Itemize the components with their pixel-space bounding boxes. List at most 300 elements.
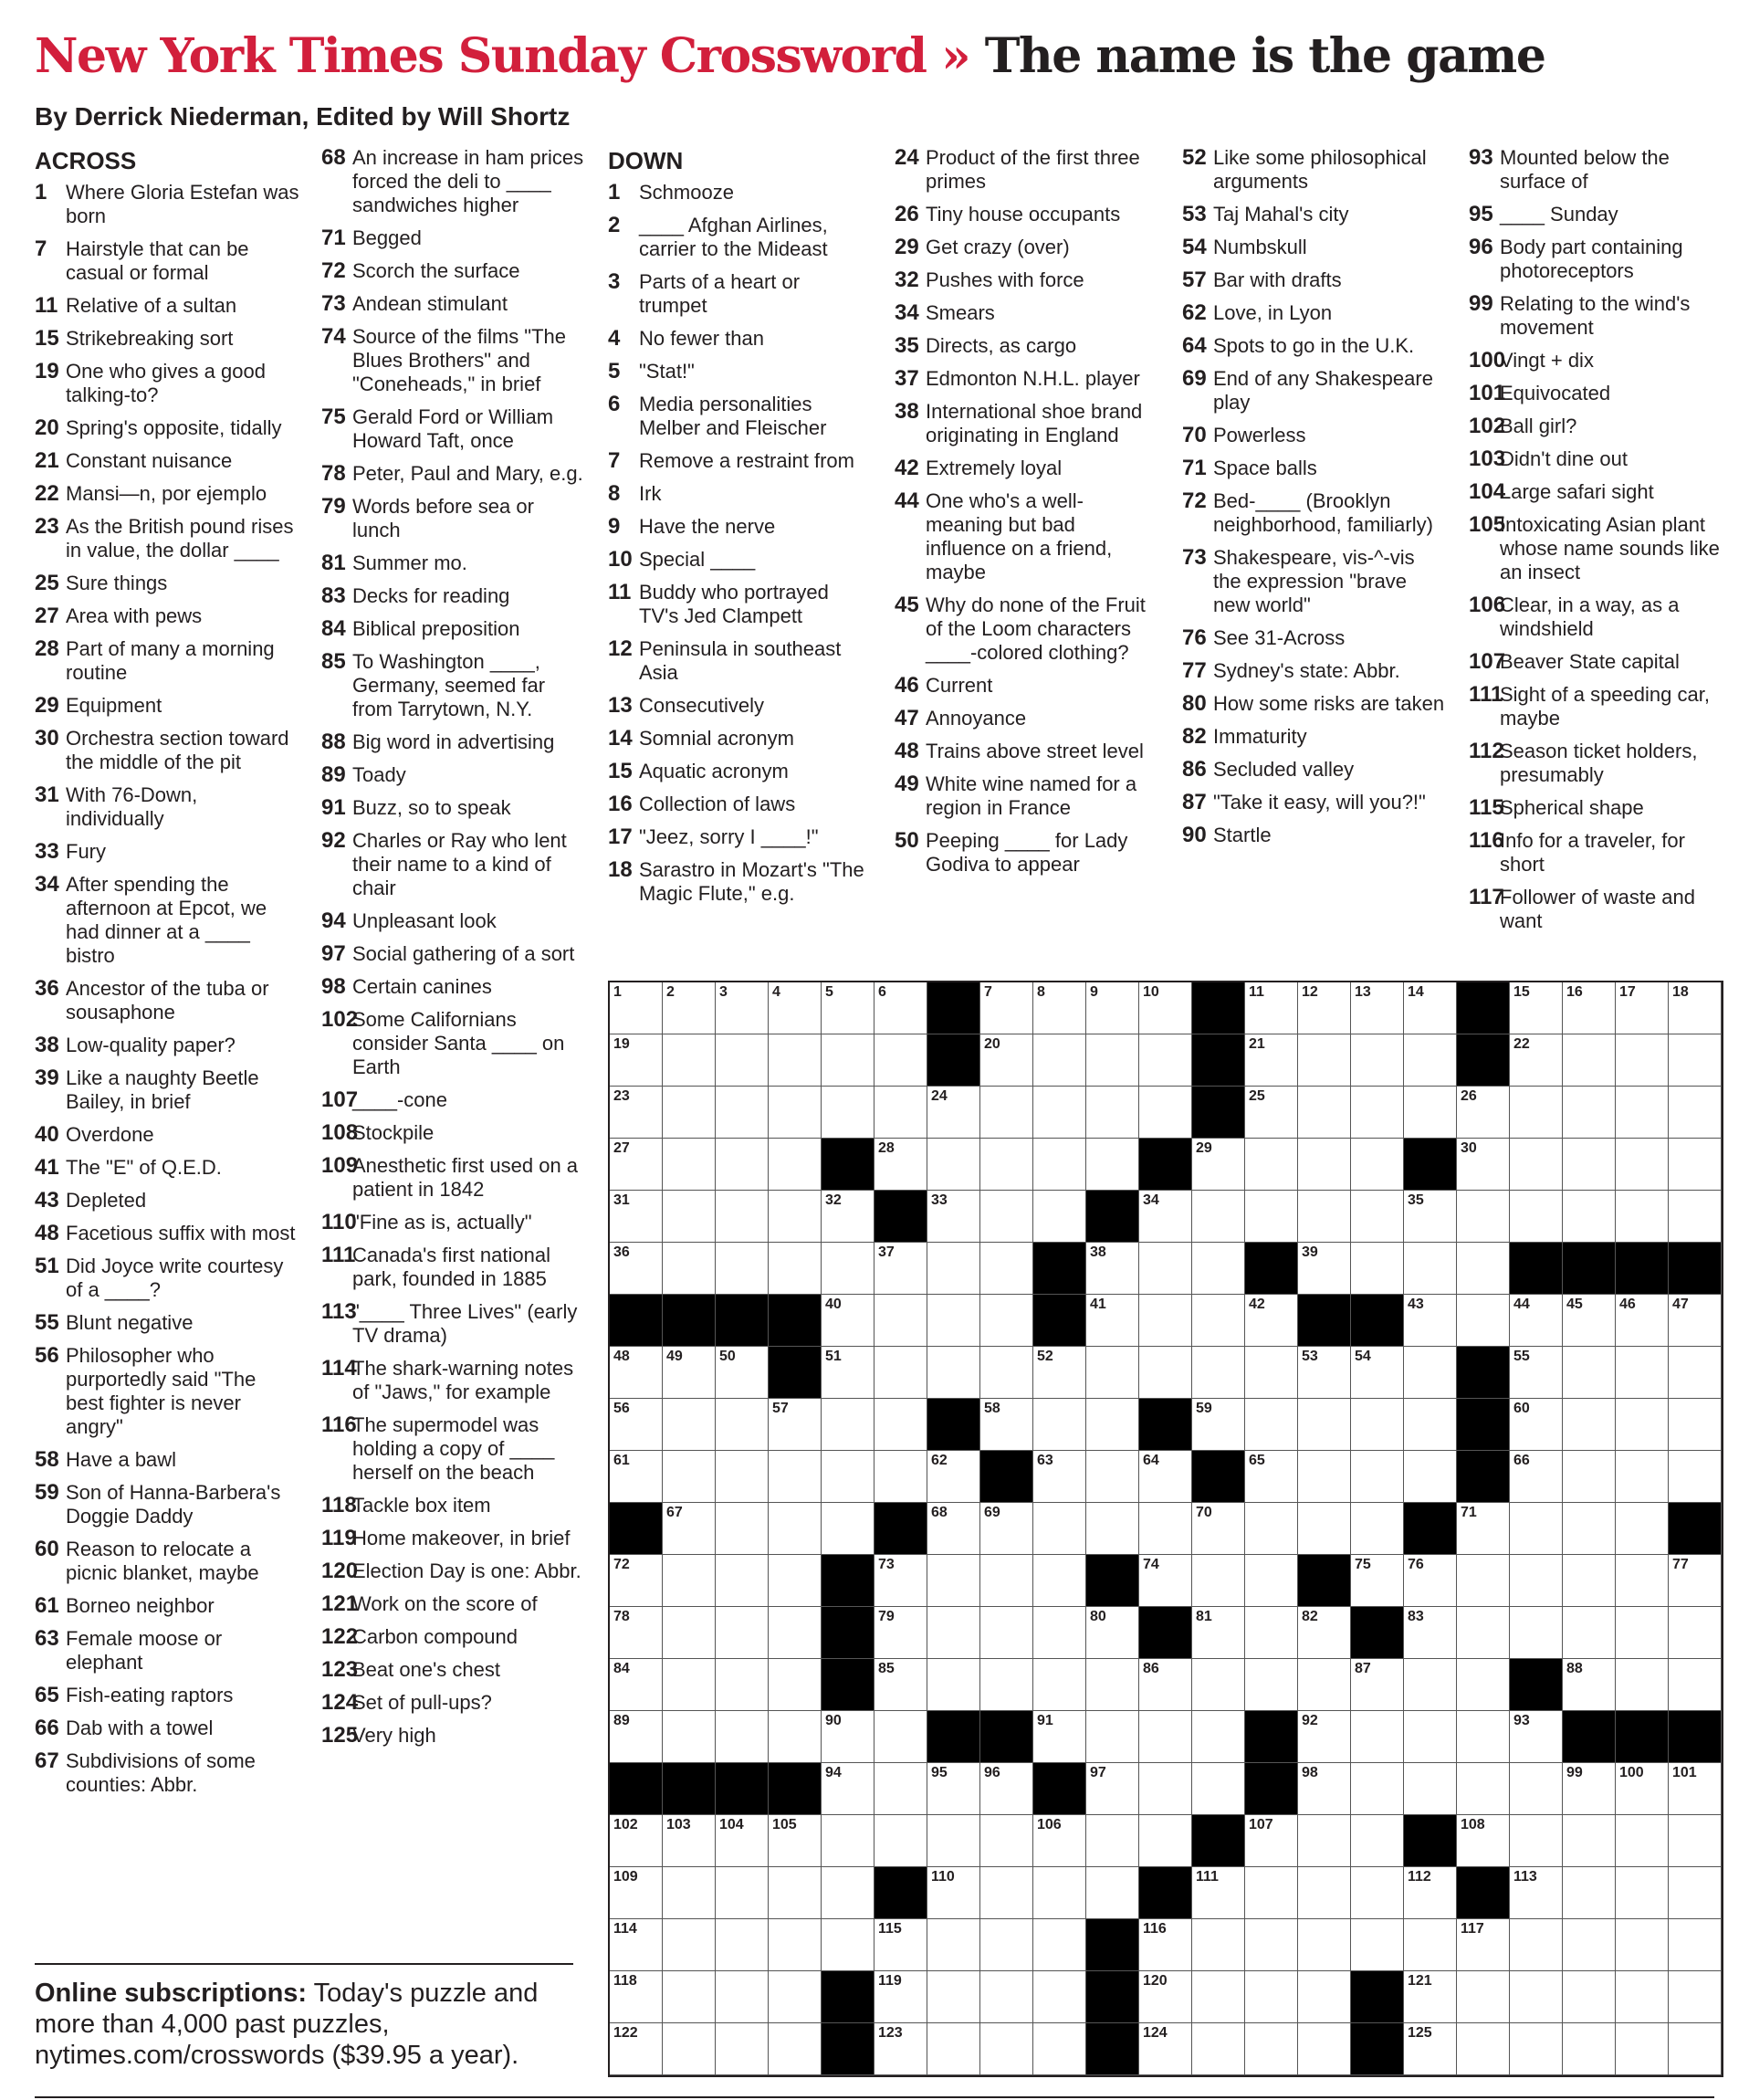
grid-cell[interactable] <box>1616 1659 1669 1711</box>
grid-cell[interactable] <box>874 1555 927 1607</box>
grid-cell[interactable] <box>1510 1815 1563 1867</box>
grid-cell[interactable] <box>610 1087 663 1139</box>
grid-cell[interactable] <box>1033 1971 1086 2023</box>
grid-cell[interactable] <box>1033 1555 1086 1607</box>
grid-cell[interactable] <box>1192 1191 1245 1243</box>
grid-cell[interactable] <box>1086 1763 1139 1815</box>
grid-cell[interactable] <box>610 1867 663 1919</box>
grid-cell[interactable] <box>1298 1243 1351 1295</box>
grid-cell[interactable] <box>716 1034 769 1087</box>
grid-cell[interactable] <box>1404 982 1457 1034</box>
grid-cell[interactable] <box>1404 1347 1457 1399</box>
grid-cell[interactable] <box>663 1034 716 1087</box>
grid-cell[interactable] <box>769 1399 822 1451</box>
grid-cell[interactable] <box>1192 1347 1245 1399</box>
grid-cell[interactable] <box>716 1347 769 1399</box>
grid-cell[interactable] <box>927 1919 980 1971</box>
grid-cell[interactable] <box>1245 1971 1298 2023</box>
grid-cell[interactable] <box>1404 1399 1457 1451</box>
grid-cell[interactable] <box>1298 1139 1351 1191</box>
grid-cell[interactable] <box>1351 1815 1404 1867</box>
grid-cell[interactable] <box>610 1034 663 1087</box>
grid-cell[interactable] <box>610 1243 663 1295</box>
grid-cell[interactable] <box>1457 1087 1510 1139</box>
grid-cell[interactable] <box>927 1555 980 1607</box>
grid-cell[interactable] <box>1245 1451 1298 1503</box>
grid-cell[interactable] <box>1457 1763 1510 1815</box>
grid-cell[interactable] <box>610 1555 663 1607</box>
grid-cell[interactable] <box>1298 1191 1351 1243</box>
grid-cell[interactable] <box>716 1711 769 1763</box>
grid-cell[interactable] <box>980 2023 1033 2075</box>
grid-cell[interactable] <box>1245 1503 1298 1555</box>
grid-cell[interactable] <box>1033 1139 1086 1191</box>
grid-cell[interactable] <box>1298 1347 1351 1399</box>
grid-cell[interactable] <box>1139 1243 1192 1295</box>
grid-cell[interactable] <box>1139 1919 1192 1971</box>
grid-cell[interactable] <box>822 1191 874 1243</box>
grid-cell[interactable] <box>1457 1295 1510 1347</box>
grid-cell[interactable] <box>1192 1607 1245 1659</box>
grid-cell[interactable] <box>980 1191 1033 1243</box>
grid-cell[interactable] <box>1192 1139 1245 1191</box>
grid-cell[interactable] <box>1669 1815 1722 1867</box>
grid-cell[interactable] <box>927 1971 980 2023</box>
grid-cell[interactable] <box>1245 1867 1298 1919</box>
grid-cell[interactable] <box>1139 1087 1192 1139</box>
grid-cell[interactable] <box>769 2023 822 2075</box>
grid-cell[interactable] <box>1669 1347 1722 1399</box>
grid-cell[interactable] <box>1669 1399 1722 1451</box>
grid-cell[interactable] <box>1669 2023 1722 2075</box>
grid-cell[interactable] <box>1616 1034 1669 1087</box>
grid-cell[interactable] <box>769 1607 822 1659</box>
grid-cell[interactable] <box>980 1659 1033 1711</box>
grid-cell[interactable] <box>927 1451 980 1503</box>
grid-cell[interactable] <box>1616 1919 1669 1971</box>
grid-cell[interactable] <box>874 1711 927 1763</box>
grid-cell[interactable] <box>980 1867 1033 1919</box>
grid-cell[interactable] <box>1086 1399 1139 1451</box>
grid-cell[interactable] <box>822 1919 874 1971</box>
grid-cell[interactable] <box>1669 1295 1722 1347</box>
grid-cell[interactable] <box>610 1139 663 1191</box>
grid-cell[interactable] <box>1616 1399 1669 1451</box>
grid-cell[interactable] <box>716 1919 769 1971</box>
grid-cell[interactable] <box>1033 1659 1086 1711</box>
grid-cell[interactable] <box>1086 1139 1139 1191</box>
grid-cell[interactable] <box>1563 1555 1616 1607</box>
grid-cell[interactable] <box>769 1867 822 1919</box>
grid-cell[interactable] <box>1510 1555 1563 1607</box>
grid-cell[interactable] <box>980 1971 1033 2023</box>
grid-cell[interactable] <box>716 1867 769 1919</box>
grid-cell[interactable] <box>716 1399 769 1451</box>
grid-cell[interactable] <box>663 1815 716 1867</box>
grid-cell[interactable] <box>1033 1607 1086 1659</box>
grid-cell[interactable] <box>663 1139 716 1191</box>
grid-cell[interactable] <box>1298 1815 1351 1867</box>
grid-cell[interactable] <box>927 1243 980 1295</box>
grid-cell[interactable] <box>1669 982 1722 1034</box>
grid-cell[interactable] <box>1669 1191 1722 1243</box>
grid-cell[interactable] <box>769 1451 822 1503</box>
grid-cell[interactable] <box>980 982 1033 1034</box>
grid-cell[interactable] <box>1563 1347 1616 1399</box>
grid-cell[interactable] <box>610 1815 663 1867</box>
grid-cell[interactable] <box>1457 1919 1510 1971</box>
grid-cell[interactable] <box>1192 1295 1245 1347</box>
grid-cell[interactable] <box>1351 1659 1404 1711</box>
grid-cell[interactable] <box>874 1347 927 1399</box>
grid-cell[interactable] <box>822 1815 874 1867</box>
grid-cell[interactable] <box>663 982 716 1034</box>
grid-cell[interactable] <box>1351 1451 1404 1503</box>
grid-cell[interactable] <box>1351 1919 1404 1971</box>
grid-cell[interactable] <box>1404 1451 1457 1503</box>
grid-cell[interactable] <box>1404 1659 1457 1711</box>
grid-cell[interactable] <box>716 1971 769 2023</box>
grid-cell[interactable] <box>1351 1711 1404 1763</box>
grid-cell[interactable] <box>1510 1711 1563 1763</box>
grid-cell[interactable] <box>1563 1971 1616 2023</box>
grid-cell[interactable] <box>1139 1971 1192 2023</box>
grid-cell[interactable] <box>1616 982 1669 1034</box>
grid-cell[interactable] <box>822 1867 874 1919</box>
grid-cell[interactable] <box>1669 1139 1722 1191</box>
grid-cell[interactable] <box>610 2023 663 2075</box>
grid-cell[interactable] <box>874 1451 927 1503</box>
grid-cell[interactable] <box>1139 982 1192 1034</box>
grid-cell[interactable] <box>980 1347 1033 1399</box>
grid-cell[interactable] <box>610 1711 663 1763</box>
grid-cell[interactable] <box>1139 1503 1192 1555</box>
grid-cell[interactable] <box>1616 1867 1669 1919</box>
grid-cell[interactable] <box>927 1347 980 1399</box>
grid-cell[interactable] <box>1563 1139 1616 1191</box>
grid-cell[interactable] <box>1457 1139 1510 1191</box>
grid-cell[interactable] <box>1404 2023 1457 2075</box>
grid-cell[interactable] <box>1616 1815 1669 1867</box>
grid-cell[interactable] <box>1404 1243 1457 1295</box>
grid-cell[interactable] <box>1086 1451 1139 1503</box>
grid-cell[interactable] <box>980 1295 1033 1347</box>
grid-cell[interactable] <box>1192 1555 1245 1607</box>
grid-cell[interactable] <box>663 1867 716 1919</box>
grid-cell[interactable] <box>1086 1295 1139 1347</box>
grid-cell[interactable] <box>1086 1347 1139 1399</box>
grid-cell[interactable] <box>822 1243 874 1295</box>
grid-cell[interactable] <box>1404 1295 1457 1347</box>
grid-cell[interactable] <box>1033 1815 1086 1867</box>
grid-cell[interactable] <box>1563 1763 1616 1815</box>
grid-cell[interactable] <box>1245 2023 1298 2075</box>
grid-cell[interactable] <box>822 1034 874 1087</box>
grid-cell[interactable] <box>1510 1919 1563 1971</box>
grid-cell[interactable] <box>1404 1555 1457 1607</box>
grid-cell[interactable] <box>980 1399 1033 1451</box>
grid-cell[interactable] <box>1351 1139 1404 1191</box>
grid-cell[interactable] <box>610 1451 663 1503</box>
grid-cell[interactable] <box>769 1034 822 1087</box>
grid-cell[interactable] <box>874 1139 927 1191</box>
grid-cell[interactable] <box>1033 1451 1086 1503</box>
grid-cell[interactable] <box>1669 1919 1722 1971</box>
grid-cell[interactable] <box>1298 1919 1351 1971</box>
grid-cell[interactable] <box>1616 1763 1669 1815</box>
grid-cell[interactable] <box>610 1191 663 1243</box>
grid-cell[interactable] <box>1563 1087 1616 1139</box>
grid-cell[interactable] <box>1245 982 1298 1034</box>
grid-cell[interactable] <box>1669 1087 1722 1139</box>
grid-cell[interactable] <box>716 1555 769 1607</box>
grid-cell[interactable] <box>1245 1555 1298 1607</box>
grid-cell[interactable] <box>1404 1607 1457 1659</box>
grid-cell[interactable] <box>1245 1347 1298 1399</box>
grid-cell[interactable] <box>1457 1191 1510 1243</box>
grid-cell[interactable] <box>1192 2023 1245 2075</box>
grid-cell[interactable] <box>1192 1503 1245 1555</box>
grid-cell[interactable] <box>927 2023 980 2075</box>
grid-cell[interactable] <box>874 1399 927 1451</box>
grid-cell[interactable] <box>1192 1399 1245 1451</box>
grid-cell[interactable] <box>1086 1243 1139 1295</box>
grid-cell[interactable] <box>716 2023 769 2075</box>
grid-cell[interactable] <box>1616 1451 1669 1503</box>
grid-cell[interactable] <box>769 1971 822 2023</box>
grid-cell[interactable] <box>927 1659 980 1711</box>
grid-cell[interactable] <box>874 1034 927 1087</box>
grid-cell[interactable] <box>1616 1087 1669 1139</box>
grid-cell[interactable] <box>769 1087 822 1139</box>
grid-cell[interactable] <box>1245 1087 1298 1139</box>
grid-cell[interactable] <box>610 1659 663 1711</box>
grid-cell[interactable] <box>1298 1659 1351 1711</box>
grid-cell[interactable] <box>663 1243 716 1295</box>
grid-cell[interactable] <box>927 1867 980 1919</box>
grid-cell[interactable] <box>1457 1555 1510 1607</box>
grid-cell[interactable] <box>822 1503 874 1555</box>
grid-cell[interactable] <box>1298 1711 1351 1763</box>
grid-cell[interactable] <box>1563 1191 1616 1243</box>
grid-cell[interactable] <box>1298 1503 1351 1555</box>
grid-cell[interactable] <box>1404 1034 1457 1087</box>
grid-cell[interactable] <box>769 1243 822 1295</box>
grid-cell[interactable] <box>1351 1867 1404 1919</box>
grid-cell[interactable] <box>1510 1034 1563 1087</box>
grid-cell[interactable] <box>1033 1191 1086 1243</box>
grid-cell[interactable] <box>1563 1295 1616 1347</box>
grid-cell[interactable] <box>1298 1399 1351 1451</box>
grid-cell[interactable] <box>927 1139 980 1191</box>
grid-cell[interactable] <box>822 1763 874 1815</box>
grid-cell[interactable] <box>610 1347 663 1399</box>
grid-cell[interactable] <box>1351 1399 1404 1451</box>
grid-cell[interactable] <box>1563 1503 1616 1555</box>
grid-cell[interactable] <box>1616 1191 1669 1243</box>
grid-cell[interactable] <box>1510 1763 1563 1815</box>
grid-cell[interactable] <box>769 1191 822 1243</box>
grid-cell[interactable] <box>1669 1555 1722 1607</box>
grid-cell[interactable] <box>1351 1034 1404 1087</box>
grid-cell[interactable] <box>1086 1711 1139 1763</box>
grid-cell[interactable] <box>769 1711 822 1763</box>
grid-cell[interactable] <box>1139 1347 1192 1399</box>
grid-cell[interactable] <box>927 1295 980 1347</box>
grid-cell[interactable] <box>980 1243 1033 1295</box>
grid-cell[interactable] <box>1669 1763 1722 1815</box>
grid-cell[interactable] <box>874 1763 927 1815</box>
grid-cell[interactable] <box>716 1607 769 1659</box>
grid-cell[interactable] <box>1033 1347 1086 1399</box>
grid-cell[interactable] <box>1245 1919 1298 1971</box>
grid-cell[interactable] <box>980 1087 1033 1139</box>
grid-cell[interactable] <box>1086 1659 1139 1711</box>
grid-cell[interactable] <box>1298 1763 1351 1815</box>
grid-cell[interactable] <box>980 1607 1033 1659</box>
grid-cell[interactable] <box>980 1503 1033 1555</box>
grid-cell[interactable] <box>1139 1295 1192 1347</box>
grid-cell[interactable] <box>1510 982 1563 1034</box>
grid-cell[interactable] <box>1616 1971 1669 2023</box>
grid-cell[interactable] <box>1563 1607 1616 1659</box>
grid-cell[interactable] <box>1457 1243 1510 1295</box>
grid-cell[interactable] <box>769 1815 822 1867</box>
grid-cell[interactable] <box>1616 2023 1669 2075</box>
grid-cell[interactable] <box>1245 1191 1298 1243</box>
grid-cell[interactable] <box>822 1399 874 1451</box>
grid-cell[interactable] <box>1086 1607 1139 1659</box>
grid-cell[interactable] <box>874 2023 927 2075</box>
grid-cell[interactable] <box>1510 1295 1563 1347</box>
grid-cell[interactable] <box>1298 2023 1351 2075</box>
grid-cell[interactable] <box>1245 1659 1298 1711</box>
grid-cell[interactable] <box>1563 982 1616 1034</box>
grid-cell[interactable] <box>716 1451 769 1503</box>
grid-cell[interactable] <box>1086 982 1139 1034</box>
grid-cell[interactable] <box>1245 1139 1298 1191</box>
grid-cell[interactable] <box>1033 1503 1086 1555</box>
grid-cell[interactable] <box>1510 1087 1563 1139</box>
grid-cell[interactable] <box>1298 1034 1351 1087</box>
grid-cell[interactable] <box>1086 1815 1139 1867</box>
grid-cell[interactable] <box>1404 1087 1457 1139</box>
grid-cell[interactable] <box>874 1243 927 1295</box>
grid-cell[interactable] <box>1669 1451 1722 1503</box>
grid-cell[interactable] <box>1192 1971 1245 2023</box>
grid-cell[interactable] <box>1192 1243 1245 1295</box>
grid-cell[interactable] <box>716 1659 769 1711</box>
grid-cell[interactable] <box>1298 982 1351 1034</box>
grid-cell[interactable] <box>874 1815 927 1867</box>
grid-cell[interactable] <box>716 982 769 1034</box>
grid-cell[interactable] <box>1351 1191 1404 1243</box>
grid-cell[interactable] <box>1510 1347 1563 1399</box>
grid-cell[interactable] <box>769 1919 822 1971</box>
grid-cell[interactable] <box>980 1034 1033 1087</box>
grid-cell[interactable] <box>663 1555 716 1607</box>
grid-cell[interactable] <box>1298 1971 1351 2023</box>
grid-cell[interactable] <box>1139 1659 1192 1711</box>
grid-cell[interactable] <box>1351 1347 1404 1399</box>
grid-cell[interactable] <box>663 1919 716 1971</box>
grid-cell[interactable] <box>716 1503 769 1555</box>
grid-cell[interactable] <box>1139 2023 1192 2075</box>
grid-cell[interactable] <box>1351 1763 1404 1815</box>
grid-cell[interactable] <box>1139 1191 1192 1243</box>
grid-cell[interactable] <box>1457 1659 1510 1711</box>
grid-cell[interactable] <box>769 1139 822 1191</box>
grid-cell[interactable] <box>980 1139 1033 1191</box>
grid-cell[interactable] <box>874 1659 927 1711</box>
grid-cell[interactable] <box>1033 1034 1086 1087</box>
grid-cell[interactable] <box>769 1659 822 1711</box>
grid-cell[interactable] <box>1616 1347 1669 1399</box>
grid-cell[interactable] <box>1510 1451 1563 1503</box>
grid-cell[interactable] <box>1669 1971 1722 2023</box>
grid-cell[interactable] <box>874 1971 927 2023</box>
grid-cell[interactable] <box>716 1191 769 1243</box>
grid-cell[interactable] <box>980 1919 1033 1971</box>
grid-cell[interactable] <box>1351 1555 1404 1607</box>
grid-cell[interactable] <box>1616 1503 1669 1555</box>
grid-cell[interactable] <box>1616 1607 1669 1659</box>
grid-cell[interactable] <box>1139 1763 1192 1815</box>
grid-cell[interactable] <box>1192 1659 1245 1711</box>
grid-cell[interactable] <box>822 1451 874 1503</box>
grid-cell[interactable] <box>1192 1711 1245 1763</box>
grid-cell[interactable] <box>1616 1139 1669 1191</box>
grid-cell[interactable] <box>1404 1191 1457 1243</box>
grid-cell[interactable] <box>1404 1971 1457 2023</box>
grid-cell[interactable] <box>1086 1867 1139 1919</box>
grid-cell[interactable] <box>822 1295 874 1347</box>
grid-cell[interactable] <box>769 1555 822 1607</box>
grid-cell[interactable] <box>1139 1451 1192 1503</box>
grid-cell[interactable] <box>1298 1607 1351 1659</box>
grid-cell[interactable] <box>716 1243 769 1295</box>
grid-cell[interactable] <box>1086 1034 1139 1087</box>
grid-cell[interactable] <box>1616 1295 1669 1347</box>
grid-cell[interactable] <box>927 1087 980 1139</box>
grid-cell[interactable] <box>1404 1919 1457 1971</box>
grid-cell[interactable] <box>1033 982 1086 1034</box>
grid-cell[interactable] <box>1563 1815 1616 1867</box>
grid-cell[interactable] <box>874 1087 927 1139</box>
grid-cell[interactable] <box>663 1347 716 1399</box>
grid-cell[interactable] <box>1086 1503 1139 1555</box>
grid-cell[interactable] <box>769 982 822 1034</box>
crossword-grid[interactable] <box>608 981 1723 2077</box>
grid-cell[interactable] <box>927 1763 980 1815</box>
grid-cell[interactable] <box>980 1815 1033 1867</box>
grid-cell[interactable] <box>1563 1451 1616 1503</box>
grid-cell[interactable] <box>610 1971 663 2023</box>
grid-cell[interactable] <box>1563 1659 1616 1711</box>
grid-cell[interactable] <box>1192 1763 1245 1815</box>
grid-cell[interactable] <box>663 1711 716 1763</box>
grid-cell[interactable] <box>822 1087 874 1139</box>
grid-cell[interactable] <box>1563 1034 1616 1087</box>
grid-cell[interactable] <box>1510 1867 1563 1919</box>
grid-cell[interactable] <box>610 982 663 1034</box>
grid-cell[interactable] <box>822 982 874 1034</box>
grid-cell[interactable] <box>1192 1919 1245 1971</box>
grid-cell[interactable] <box>1404 1763 1457 1815</box>
grid-cell[interactable] <box>980 1555 1033 1607</box>
grid-cell[interactable] <box>716 1087 769 1139</box>
grid-cell[interactable] <box>1563 1867 1616 1919</box>
